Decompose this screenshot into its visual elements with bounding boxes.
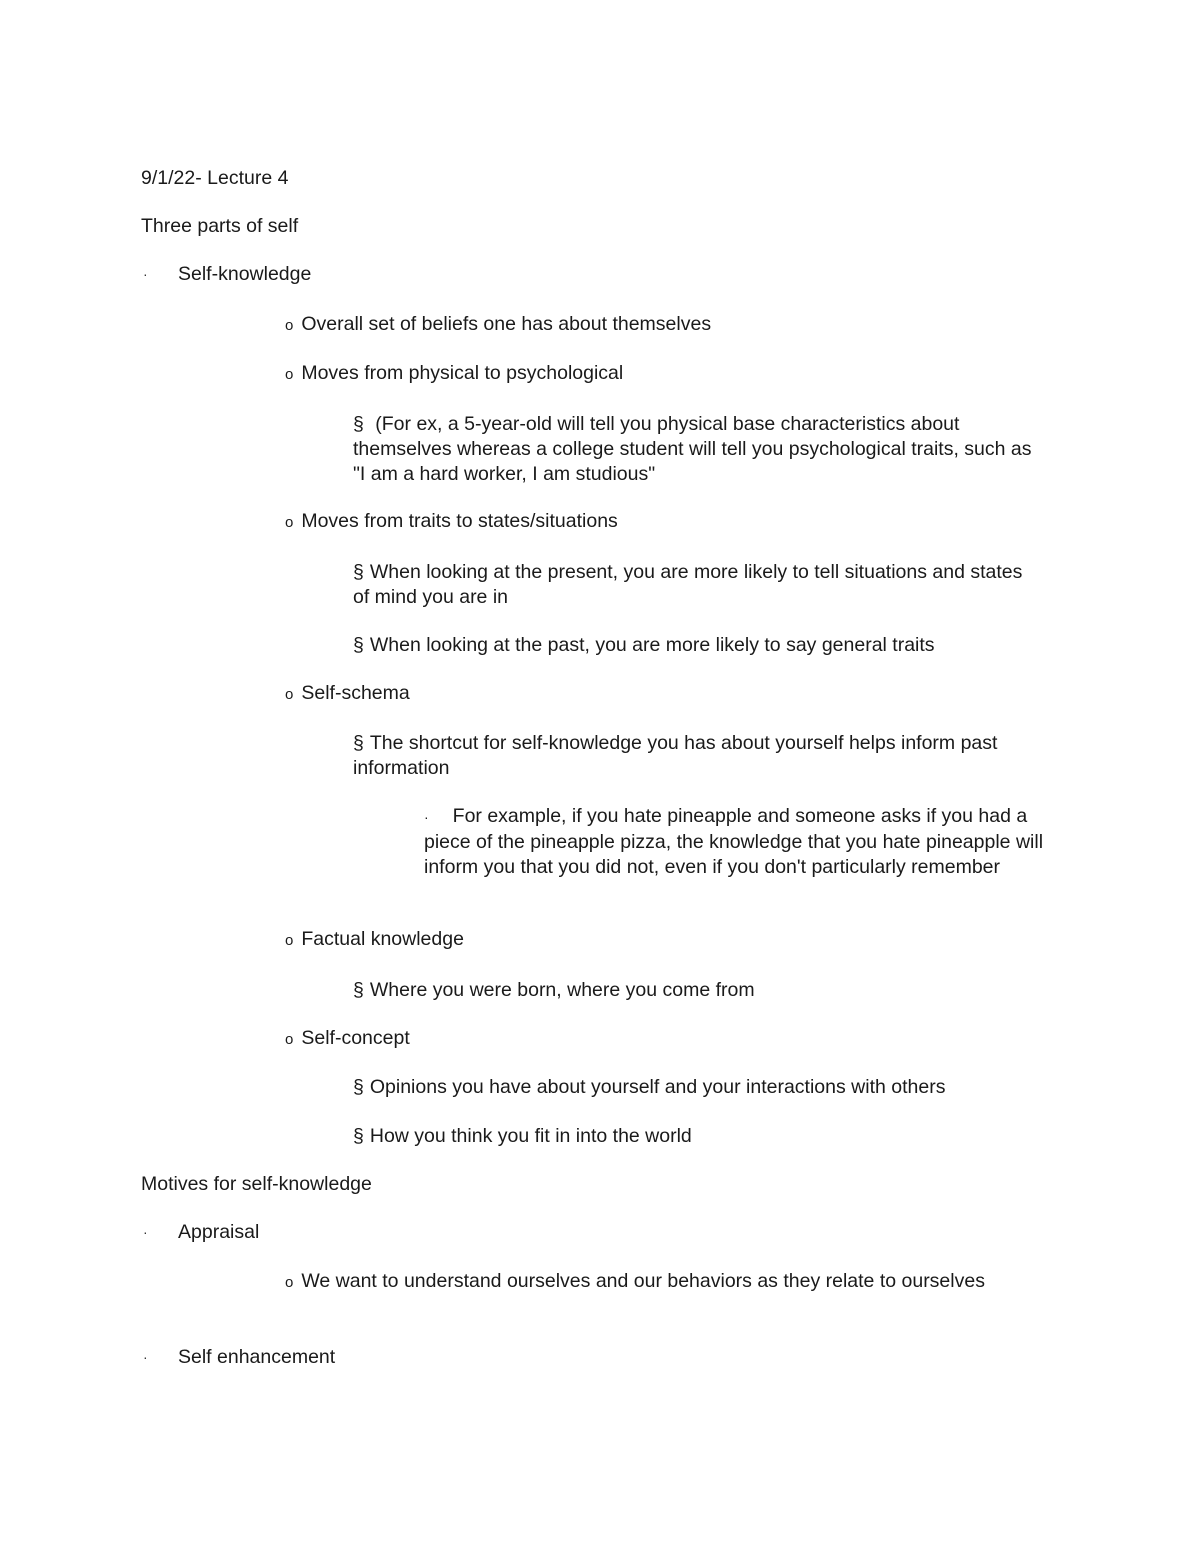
lecture-heading: 9/1/22- Lecture 4 <box>141 167 289 189</box>
dot-bullet-marker: · <box>143 266 148 282</box>
bullet-self-enhancement: Self enhancement <box>178 1346 336 1368</box>
section-bullet-marker: § <box>353 979 364 1001</box>
section-bullet-marker: § <box>353 413 364 435</box>
list-item-self-concept <box>285 1026 410 1052</box>
sub-item-text: When looking at the present, you are more likely to tell situations and states of mind you are in <box>353 561 1023 608</box>
sub-item-opinions <box>353 1075 945 1100</box>
list-item-factual <box>285 927 464 953</box>
list-item-text: We want to understand ourselves and our behaviors as they relate to ourselves <box>301 1270 985 1292</box>
sub-item-past <box>353 633 935 658</box>
sub-item-text: The shortcut for self-knowledge you has about yourself helps inform past information <box>353 732 998 779</box>
section-bullet-marker: § <box>353 732 364 754</box>
list-item-text: Self-schema <box>301 682 410 704</box>
circle-bullet-marker: o <box>285 932 294 949</box>
sub-item-born <box>353 978 755 1003</box>
list-item-text: Factual knowledge <box>301 928 464 950</box>
sub-item-text: (For ex, a 5-year-old will tell you physical base characteristics about themselves whereas a college student will tell you psychological traits, such as "I am a hard worker, I am studious" <box>353 413 1032 485</box>
section-bullet-marker: § <box>353 1076 364 1098</box>
list-item-overall <box>285 312 711 338</box>
section-bullet-marker: § <box>353 561 364 583</box>
dot-bullet-marker: · <box>424 809 429 825</box>
section-title-three-parts: Three parts of self <box>141 215 299 237</box>
dot-bullet-marker: · <box>143 1224 148 1240</box>
section-bullet-marker: § <box>353 1125 364 1147</box>
sub-sub-item-pineapple <box>424 804 1049 880</box>
list-item-physical <box>285 361 623 387</box>
sub-item-present <box>353 560 1043 610</box>
sub-item-text: Where you were born, where you come from <box>369 979 755 1001</box>
circle-bullet-marker: o <box>285 1031 294 1048</box>
bullet-self-knowledge: Self-knowledge <box>178 263 312 285</box>
sub-item-fit-in <box>353 1124 692 1149</box>
list-item-text: Overall set of beliefs one has about themselves <box>301 313 712 335</box>
sub-item-for-example <box>353 412 1043 487</box>
circle-bullet-marker: o <box>285 686 294 703</box>
circle-bullet-marker: o <box>285 514 294 531</box>
sub-sub-item-text: For example, if you hate pineapple and someone asks if you had a piece of the pineapple pizza, the knowledge that you hate pineapple will inform you that you did not, even if you don't particularly remember <box>424 805 1044 878</box>
section-title-motives: Motives for self-knowledge <box>141 1173 372 1195</box>
circle-bullet-marker: o <box>285 366 294 383</box>
sub-item-text: How you think you fit in into the world <box>369 1125 692 1147</box>
sub-item-shortcut <box>353 731 1043 781</box>
circle-bullet-marker: o <box>285 317 294 334</box>
list-item-text: Moves from physical to psychological <box>301 362 624 384</box>
sub-item-text: Opinions you have about yourself and your interactions with others <box>369 1076 946 1098</box>
section-bullet-marker: § <box>353 634 364 656</box>
list-item-self-schema <box>285 681 410 707</box>
bullet-appraisal: Appraisal <box>178 1221 260 1243</box>
list-item-traits <box>285 509 618 535</box>
list-item-text: Self-concept <box>301 1027 410 1049</box>
list-item-appraisal <box>285 1269 1005 1295</box>
dot-bullet-marker: · <box>143 1349 148 1365</box>
list-item-text: Moves from traits to states/situations <box>301 510 618 532</box>
circle-bullet-marker: o <box>285 1274 294 1291</box>
sub-item-text: When looking at the past, you are more likely to say general traits <box>369 634 935 656</box>
